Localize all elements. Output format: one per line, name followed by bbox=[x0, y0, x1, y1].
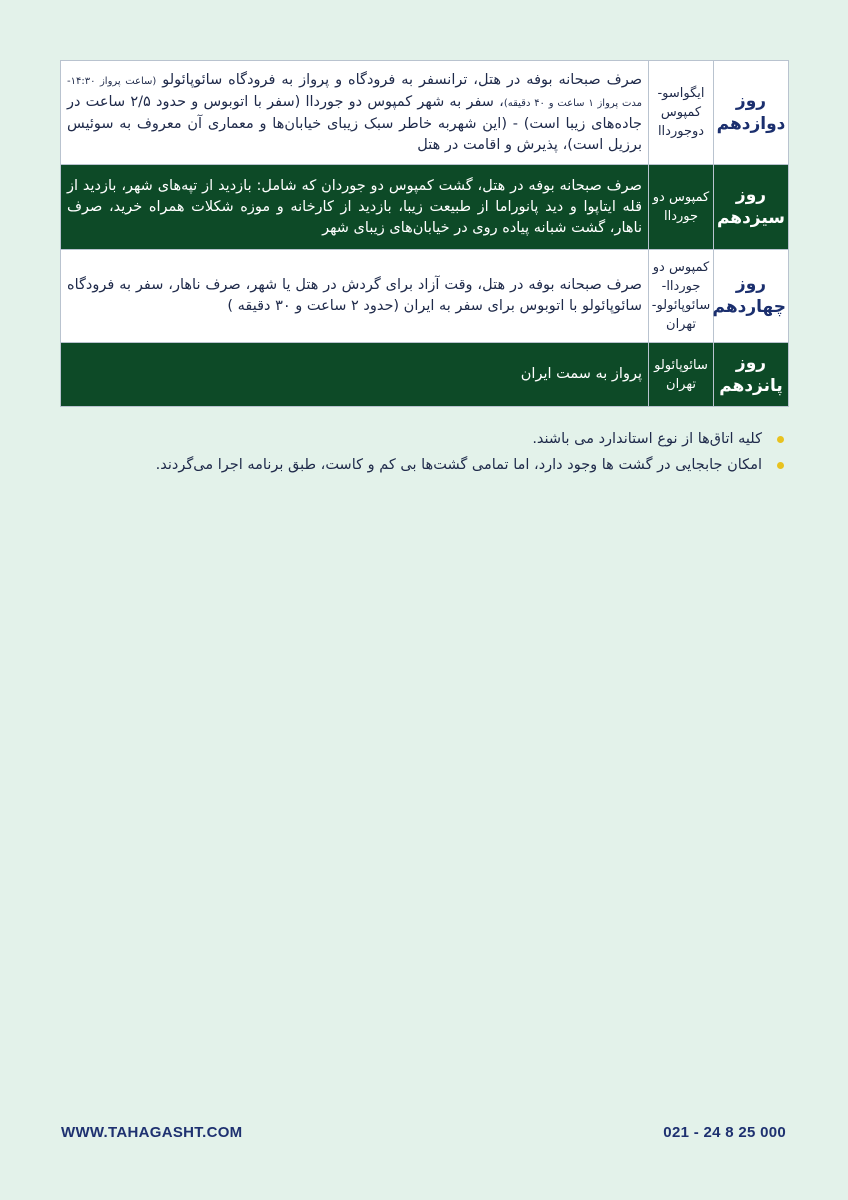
description-rest: ، سفر به شهر کمپوس دو جورداا (سفر با اتوبوس و حدود ۲/۵ ساعت در جاده‌های زیبا است) - (این شهربه خاطر سبک زیبای خیابان‌ها و معماری آن معروف به سوئیس برزیل است)، پذیرش و اقامت در هتل bbox=[67, 93, 642, 153]
bullet-dot-icon bbox=[777, 462, 784, 469]
description-cell: صرف صبحانه بوفه در هتل، وقت آزاد برای گردش در هتل یا شهر، صرف ناهار، سفر به فرودگاه سائوپائولو با اتوبوس برای سفر به ایران (حدود ۲ ساعت و ۳۰ دقیقه ) bbox=[61, 250, 649, 343]
note-text: کلیه اتاق‌ها از نوع استاندارد می باشند. bbox=[532, 431, 762, 447]
city-cell: سائوپائولو تهران bbox=[649, 343, 714, 407]
bullet-dot-icon bbox=[777, 436, 784, 443]
city-cell: ایگواسو- کمپوس دوجورداا bbox=[649, 61, 714, 165]
itinerary-row-day-12 bbox=[61, 61, 789, 165]
notes-list bbox=[60, 426, 788, 478]
flight-time-note: (ساعت پرواز ۱۴:۳۰- مدت پرواز ۱ ساعت و ۴۰ دقیقه) bbox=[67, 75, 643, 109]
day-cell: روز پانزدهم bbox=[714, 343, 789, 407]
footer-phone: 021 - 24 8 25 000 bbox=[663, 1124, 786, 1141]
itinerary-row-day-13 bbox=[61, 165, 789, 250]
note-item bbox=[60, 452, 788, 478]
description-cell: پرواز به سمت ایران bbox=[61, 343, 649, 407]
description-cell bbox=[61, 61, 649, 165]
footer-website[interactable]: WWW.TAHAGASHT.COM bbox=[61, 1124, 243, 1141]
note-item bbox=[60, 426, 788, 452]
day-cell: روز چهاردهم bbox=[714, 250, 789, 343]
day-cell: روز دوازدهم bbox=[714, 61, 789, 165]
description-cell: صرف صبحانه بوفه در هتل، گشت کمپوس دو جوردان که شامل: بازدید از تپه‌های شهر، بازدید از قله ایتاپوا و دید پانوراما از طبیعت زیبا، بازدید از کارخانه و موزه شکلات همراه خرید، صرف ناهار، گشت شبانه پیاده روی در خیابان‌های زیبای شهر bbox=[61, 165, 649, 250]
itinerary-row-day-15 bbox=[61, 343, 789, 407]
city-cell: کمپوس دو جورداا bbox=[649, 165, 714, 250]
day-cell: روز سیزدهم bbox=[714, 165, 789, 250]
city-cell: کمپوس دو جورداا- سائوپائولو- تهران bbox=[649, 250, 714, 343]
itinerary-table bbox=[60, 60, 789, 407]
note-text: امکان جابجایی در گشت ها وجود دارد، اما تمامی گشت‌ها بی کم و کاست، طبق برنامه اجرا می‌گردند. bbox=[155, 457, 762, 473]
itinerary-row-day-14 bbox=[61, 250, 789, 343]
description-main: صرف صبحانه بوفه در هتل، ترانسفر به فرودگاه و پرواز به فرودگاه سائوپائولو bbox=[162, 71, 643, 88]
